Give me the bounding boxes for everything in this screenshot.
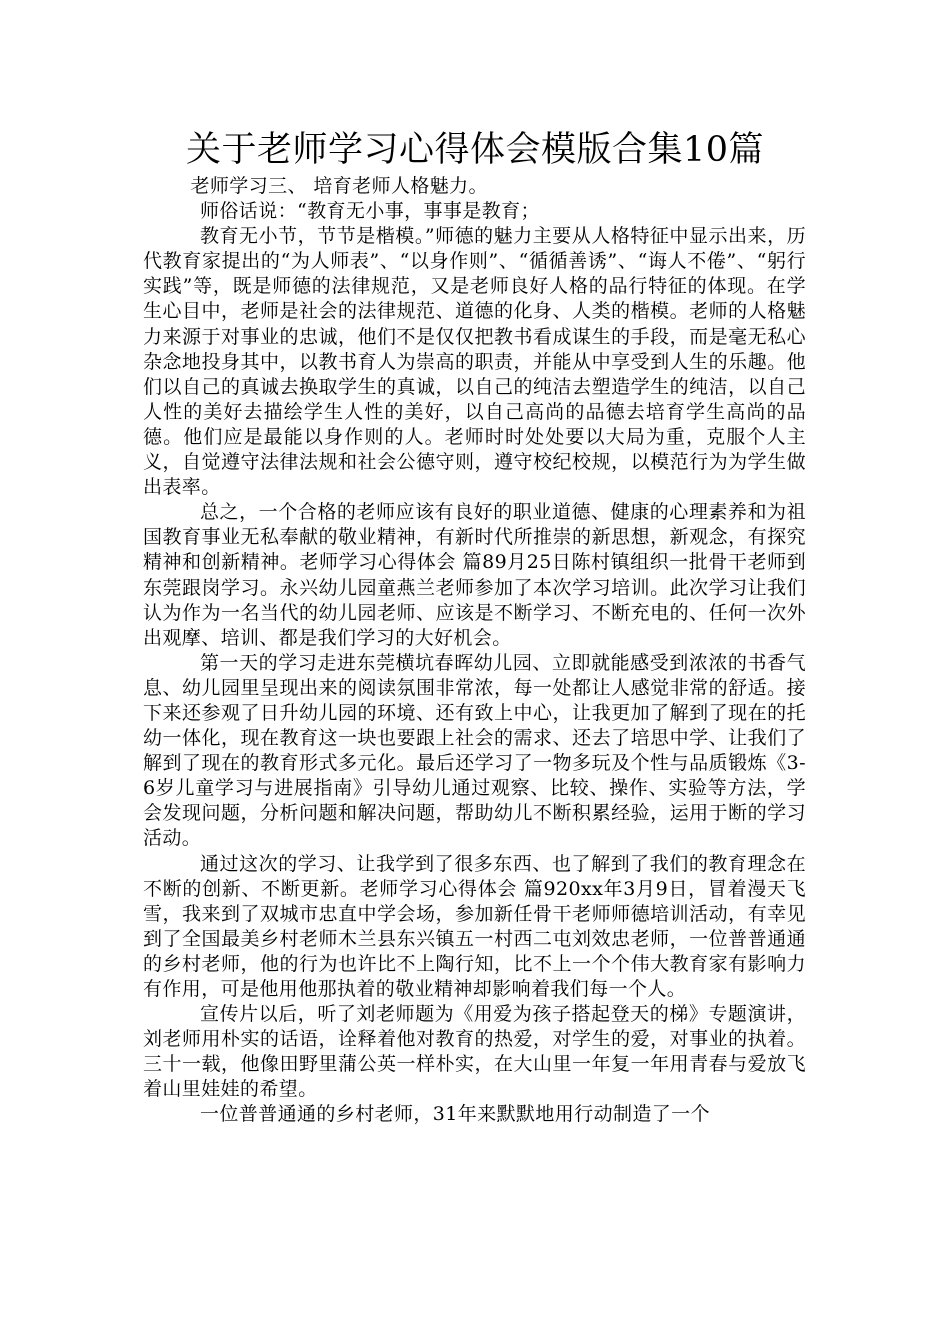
paragraph: 一位普普通通的乡村老师，31年来默默地用行动制造了一个 xyxy=(200,1103,710,1126)
document-title: 关于老师学习心得体会模版合集10篇 xyxy=(185,130,765,170)
paragraph: 宣传片以后，听了刘老师题为《用爱为孩子搭起登天的梯》专题演讲，刘老师用朴实的话语，诠释着他对教育的热爱，对学生的爱，对事业的执着。三十一载，他像田野里蒲公英一样朴实，在大山里一年复一年用青春与爱放飞着山里娃娃的希望。 xyxy=(143,1003,806,1101)
document-body xyxy=(143,174,806,1128)
paragraph: 第一天的学习走进东莞横坑春晖幼儿园、立即就能感受到浓浓的书香气息、幼儿园里呈现出来的阅读氛围非常浓，每一处都让人感觉非常的舒适。接下来还参观了日升幼儿园的环境、还有致上中心，让我更加了解到了现在的托幼一体化，现在教育这一块也要跟上社会的需求、还去了培思中学、让我们了解到了现在的教育形式多元化。最后还学习了一物多玩及个性与品质锻炼《3-6岁儿童学习与进展指南》引导幼儿通过观察、比较、操作、实验等方法，学会发现问题，分析问题和解决问题，帮助幼儿不断积累经验，运用于断的学习活动。 xyxy=(143,651,806,850)
paragraph: 通过这次的学习、让我学到了很多东西、也了解到了我们的教育理念在不断的创新、不断更新。老师学习心得体会 篇920xx年3月9日，冒着漫天飞雪，我来到了双城市忠直中学会场，参加新任骨干老师师德培训活动，有幸见到了全国最美乡村老师木兰县东兴镇五一村西二屯刘效忠老师，一位普普通通的乡村老师，他的行为也许比不上陶行知，比不上一个个伟大教育家有影响力有作用，可是他用他那执着的敬业精神却影响着我们每一个人。 xyxy=(143,852,806,1000)
paragraph: 教育无小节，节节是楷模。”师德的魅力主要从人格特征中显示出来，历代教育家提出的“为人师表”、“以身作则”、“循循善诱”、“诲人不倦”、“躬行实践”等，既是师德的法律规范，又是老师良好人格的品行特征的体现。在学生心目中，老师是社会的法律规范、道德的化身、人类的楷模。老师的人格魅力来源于对事业的忠诚，他们不是仅仅把教书看成谋生的手段，而是毫无私心杂念地投身其中，以教书育人为崇高的职责，并能从中享受到人生的乐趣。他们以自己的真诚去换取学生的真诚，以自己的纯洁去塑造学生的纯洁，以自己人性的美好去描绘学生人性的美好，以自己高尚的品德去培育学生高尚的品德。他们应是最能以身作则的人。老师时时处处要以大局为重，克服个人主义，自觉遵守法律法规和社会公德守则，遵守校纪校规，以模范行为为学生做出表率。 xyxy=(143,225,806,499)
paragraph: 总之，一个合格的老师应该有良好的职业道德、健康的心理素养和为祖国教育事业无私奉献的敬业精神，有新时代所推崇的新思想，新观念，有探究精神和创新精神。老师学习心得体会 篇89月25日陈村镇组织一批骨干老师到东莞跟岗学习。永兴幼儿园童燕兰老师参加了本次学习培训。此次学习让我们认为作为一名当代的幼儿园老师、应该是不断学习、不断充电的、任何一次外出观摩、培训、都是我们学习的大好机会。 xyxy=(143,501,806,649)
paragraph: 师俗话说：“教育无小事，事事是教育； xyxy=(200,200,540,223)
paragraph: 老师学习三、 培育老师人格魅力。 xyxy=(190,175,488,197)
